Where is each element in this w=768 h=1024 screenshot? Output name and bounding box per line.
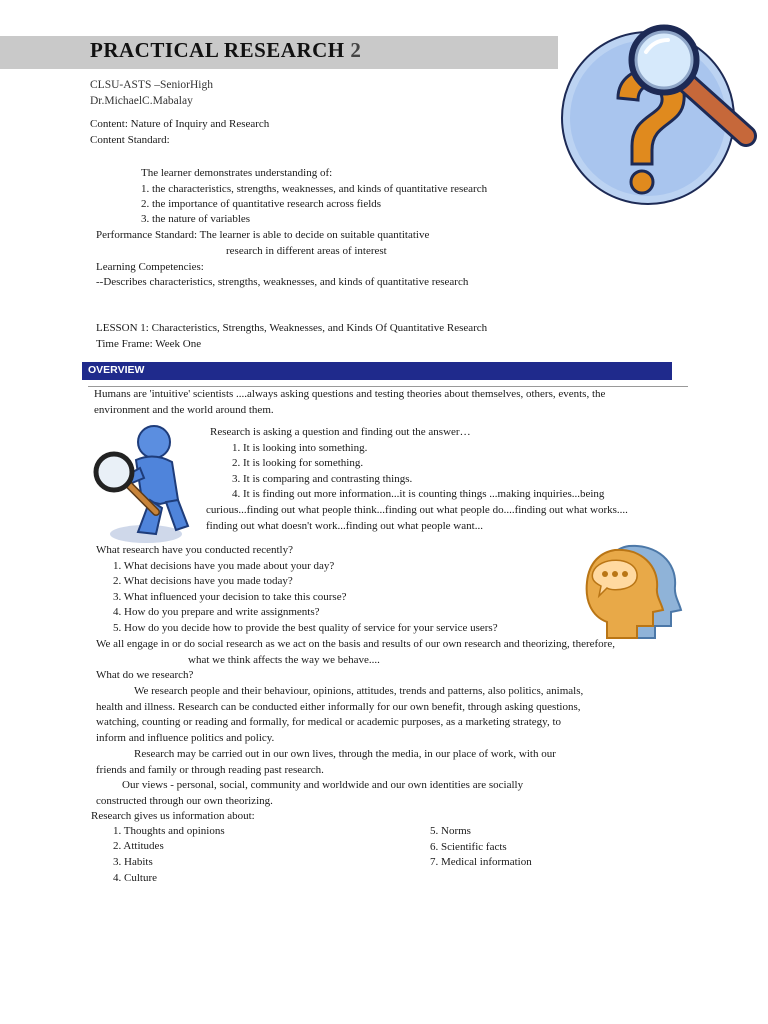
paragraph-line: constructed through our own theorizing. xyxy=(96,795,273,807)
paragraph-line: We research people and their behaviour, opinions, attitudes, trends and patterns, also politics, animals, xyxy=(134,685,584,697)
info-item: 2. Attitudes xyxy=(113,840,164,852)
thinking-heads-icon xyxy=(585,540,685,640)
learner-item: 1. the characteristics, strengths, weaknesses, and kinds of quantitative research xyxy=(141,183,488,195)
question-item: 3. What influenced your decision to take this course? xyxy=(113,591,347,603)
research-item: 1. It is looking into something. xyxy=(232,442,368,454)
content-standard: Content Standard: xyxy=(90,134,170,146)
research-item: 3. It is comparing and contrasting things. xyxy=(232,473,413,485)
title-number: 2 xyxy=(350,38,362,62)
info-item: 5. Norms xyxy=(430,825,471,837)
info-heading: Research gives us information about: xyxy=(91,810,255,822)
question-item: 2. What decisions have you made today? xyxy=(113,575,293,587)
learner-item: 2. the importance of quantitative research across fields xyxy=(141,198,382,210)
divider xyxy=(88,386,688,387)
research-item: 2. It is looking for something. xyxy=(232,457,364,469)
info-item: 6. Scientific facts xyxy=(430,841,507,853)
what-research-heading: What do we research? xyxy=(96,669,194,681)
time-frame: Time Frame: Week One xyxy=(96,338,202,350)
paragraph-line: health and illness. Research can be conducted either informally for our own benefit, through asking questions, xyxy=(96,701,581,713)
paragraph-line: watching, counting or reading and formally, for medical or academic purposes, as a marketing strategy, to xyxy=(96,716,561,728)
social-research-cont: what we think affects the way we behave.... xyxy=(188,654,380,666)
lesson-title: LESSON 1: Characteristics, Strengths, Weaknesses, and Kinds Of Quantitative Research xyxy=(96,322,488,334)
learner-item: 3. the nature of variables xyxy=(141,213,251,225)
overview-intro-cont: environment and the world around them. xyxy=(94,404,274,416)
research-item-cont: finding out what doesn't work...finding out what people want... xyxy=(206,520,483,532)
figure-with-magnifier-icon xyxy=(90,422,198,546)
research-item-cont: curious...finding out what people think...finding out what people do....finding out what works.... xyxy=(206,504,628,516)
question-item: 4. How do you prepare and write assignments? xyxy=(113,606,320,618)
author: Dr.MichaelC.Mabalay xyxy=(90,95,193,107)
questions-intro: What research have you conducted recently? xyxy=(96,544,293,556)
paragraph-line: friends and family or through reading past research. xyxy=(96,764,324,776)
paragraph-line: Our views - personal, social, community and worldwide and our own identities are socially xyxy=(122,779,524,791)
question-item: 1. What decisions have you made about your day? xyxy=(113,560,335,572)
learner-intro: The learner demonstrates understanding of: xyxy=(141,167,333,179)
content-line: Content: Nature of Inquiry and Research xyxy=(90,118,270,130)
paragraph-line: Research may be carried out in our own lives, through the media, in our place of work, with our xyxy=(134,748,556,760)
info-item: 1. Thoughts and opinions xyxy=(113,825,225,837)
question-magnifier-icon xyxy=(560,18,768,208)
overview-intro: Humans are 'intuitive' scientists ....always asking questions and testing theories about themselves, others, events, the xyxy=(94,388,606,400)
performance-standard-cont: research in different areas of interest xyxy=(226,245,387,257)
research-item: 4. It is finding out more information...it is counting things ...making inquiries...being xyxy=(232,488,605,500)
question-item: 5. How do you decide how to provide the best quality of service for your service users? xyxy=(113,622,498,634)
title-text: PRACTICAL RESEARCH xyxy=(90,38,345,62)
learning-competencies: Learning Competencies: xyxy=(96,261,204,273)
social-research: We all engage in or do social research as we act on the basis and results of our own research and theorizing, therefore, xyxy=(96,638,615,650)
institution: CLSU-ASTS –SeniorHigh xyxy=(90,79,213,91)
overview-bar xyxy=(82,362,672,380)
paragraph-line: inform and influence politics and policy. xyxy=(96,732,275,744)
info-item: 3. Habits xyxy=(113,856,153,868)
research-definition: Research is asking a question and finding out the answer… xyxy=(210,426,471,438)
competency: --Describes characteristics, strengths, weaknesses, and kinds of quantitative research xyxy=(96,276,469,288)
performance-standard: Performance Standard: The learner is able to decide on suitable quantitative xyxy=(96,229,430,241)
page-title xyxy=(90,38,361,63)
info-item: 4. Culture xyxy=(113,872,157,884)
info-item: 7. Medical information xyxy=(430,856,532,868)
overview-label: OVERVIEW xyxy=(88,364,145,376)
